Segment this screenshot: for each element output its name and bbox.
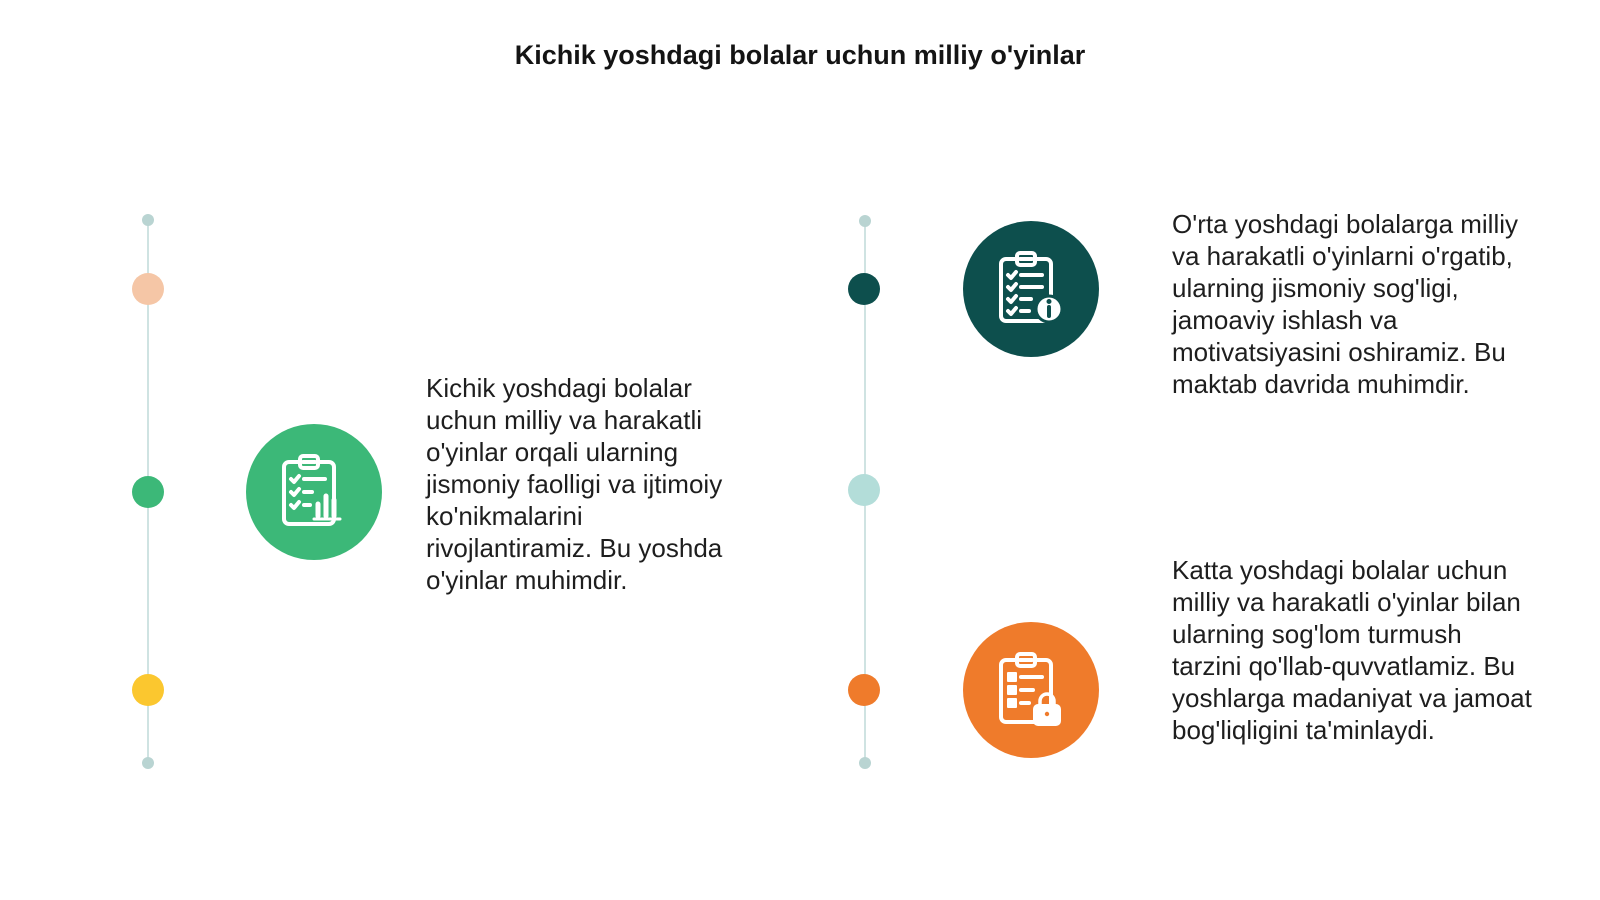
timeline-right-end-marker [859,757,871,769]
timeline-left-dot-yellow [132,674,164,706]
description-text-2: O'rta yoshdagi bolalarga milliy va harakatli o'yinlarni o'rgatib, ularning jismoniy sog'ligi, jamoaviy ishlash va motivatsiyasini oshiramiz. Bu maktab davrida muhimdir. [1172,209,1519,399]
timeline-left-end-marker [142,757,154,769]
timeline-right-dot-dark-teal [848,273,880,305]
description-text-1: Kichik yoshdagi bolalar uchun milliy va harakatli o'yinlar orqali ularning jismoniy faolligi va ijtimoiy ko'nikmalarini rivojlantiramiz. Bu yoshda o'yinlar muhimdir. [426,373,723,595]
clipboard-info-icon [963,221,1099,357]
timeline-left-dot-peach [132,273,164,305]
timeline-left-start-marker [142,214,154,226]
timeline-right-dot-orange [848,674,880,706]
timeline-right-dot-light-teal [848,474,880,506]
clipboard-chart-icon [246,424,382,560]
clipboard-lock-icon [963,622,1099,758]
timeline-left-dot-green [132,476,164,508]
description-text-3: Katta yoshdagi bolalar uchun milliy va harakatli o'yinlar bilan ularning sog'lom turmush tarzini qo'llab-quvvatlamiz. Bu yoshlarga madaniyat va jamoat bog'liqligini ta'minlaydi. [1172,555,1532,745]
timeline-right-start-marker [859,215,871,227]
page-title: Kichik yoshdagi bolalar uchun milliy o'yinlar [514,40,1086,70]
